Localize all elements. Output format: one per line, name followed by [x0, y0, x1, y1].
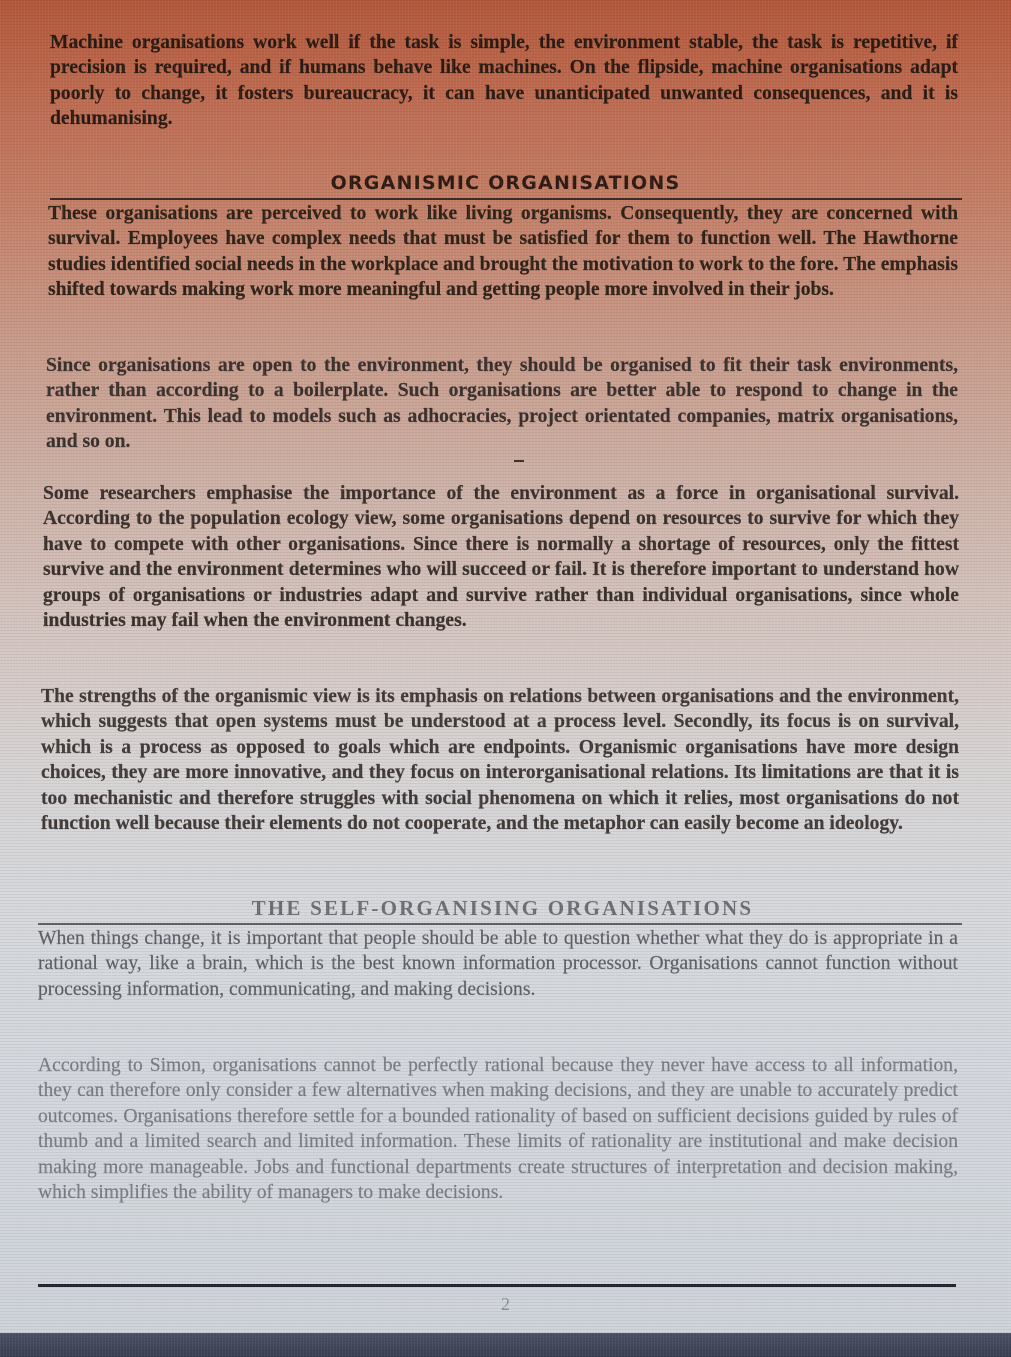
paragraph-self-organising-2: According to Simon, organisations cannot be perfectly rational because they never have access to all information, they can therefore only consider a few alternatives when making decisions, and they are unable to accurately predict outcomes. Organisations therefore settle for a bounded rationality of based on sufficient decisions guided by rules of thumb and a limited search and limited information. These limits of rationality are institutional and make decision making more manageable. Jobs and functional departments create structures of interpretation and decision making, which simplifies the ability of managers to make decisions.: [38, 1055, 958, 1204]
heading-underline: [50, 198, 962, 200]
stray-mark: [514, 460, 524, 462]
footer-rule: [38, 1284, 956, 1287]
section-heading-self-organising: THE SELF-ORGANISING ORGANISATIONS: [251, 896, 754, 920]
bottom-edge-bar: [0, 1333, 1011, 1357]
heading-underline: [38, 923, 962, 925]
intro-paragraph: Machine organisations work well if the task is simple, the environment stable, the task is repetitive, if precision is required, and if humans behave like machines. On the flipside, machine organisations adapt poorly to change, it fosters bureaucracy, it can have unanticipated unwanted consequences, and it is dehumanising.: [50, 32, 958, 130]
paragraph-self-organising-1: When things change, it is important that people should be able to question whether what they do is appropriate in a rational way, like a brain, which is the best known information processor. Organisations cannot function without processing information, communicating, and making decisions.: [38, 928, 958, 1000]
paragraph-organismic-3: Some researchers emphasise the importance of the environment as a force in organisational survival. According to the population ecology view, some organisations depend on resources to survive for which they have to compete with other organisations. Since there is normally a shortage of resources, only the fittest survive and the environment determines who will succeed or fail. It is therefore important to understand how groups of organisations or industries adapt and survive rather than individual organisations, since whole industries may fail when the environment changes.: [43, 483, 959, 632]
paragraph-organismic-1: These organisations are perceived to work like living organisms. Consequently, they are concerned with survival. Employees have complex needs that must be satisfied for them to function well. The Hawthorne studies identified social needs in the workplace and brought the motivation to work to the fore. The emphasis shifted towards making work more meaningful and getting people more involved in their jobs.: [48, 203, 958, 301]
section-heading-organismic: ORGANISMIC ORGANISATIONS: [330, 172, 681, 194]
paragraph-organismic-4: The strengths of the organismic view is its emphasis on relations between organisations and the environment, which suggests that open systems must be understood at a process level. Secondly, its focus is on survival, which is a process as opposed to goals which are endpoints. Organismic organisations have more design choices, they are more innovative, and they focus on interorganisational relations. Its limitations are that it is too mechanistic and therefore struggles with social phenomena on which it relies, most organisations do not function well because their elements do not cooperate, and the metaphor can easily become an ideology.: [41, 686, 959, 835]
page-number: 2: [501, 1294, 510, 1314]
paragraph-organismic-2: Since organisations are open to the environment, they should be organised to fit their task environments, rather than according to a boilerplate. Such organisations are better able to respond to change in the environment. This lead to models such as adhocracies, project orientated companies, matrix organisations, and so on.: [46, 355, 958, 453]
